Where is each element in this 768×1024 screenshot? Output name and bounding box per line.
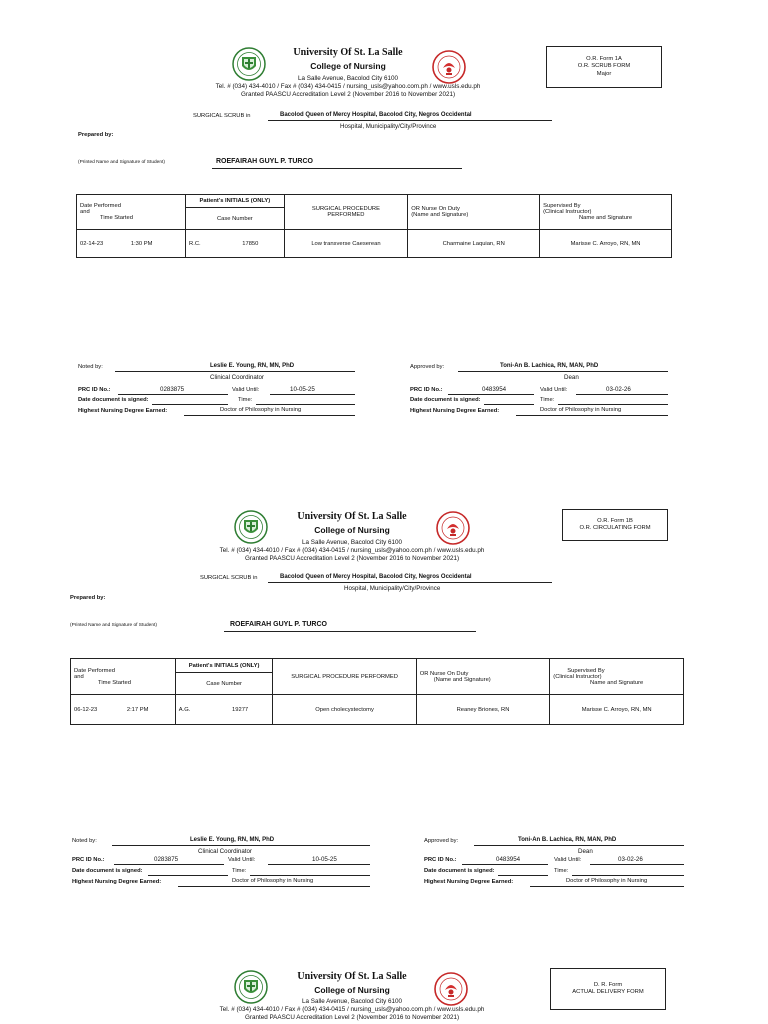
form-id-line2: ACTUAL DELIVERY FORM	[572, 989, 644, 995]
approved-time-label: Time:	[554, 868, 569, 874]
noted-by-title: Clinical Coordinator	[198, 848, 252, 855]
student-name-underline	[212, 168, 462, 169]
noted-valid-label: Valid Until:	[232, 387, 260, 393]
form-id-line2: O.R. CIRCULATING FORM	[579, 525, 651, 531]
noted-prc-value: 0283875	[154, 856, 179, 863]
noted-by-title: Clinical Coordinator	[210, 374, 264, 381]
form-id-line1: O.R. Form 1A	[586, 55, 622, 62]
university-name: University Of St. La Salle	[297, 511, 407, 522]
approved-prc-value: 0483954	[482, 386, 507, 393]
hospital-caption: Hospital, Municipality/City/Province	[340, 123, 437, 130]
procedure-header: SURGICAL PROCEDURE PERFORMED	[284, 195, 408, 230]
contact-line: Tel. # (034) 434-4010 / Fax # (034) 434-0415 / nursing_usls@yahoo.com.ph / www.usls.edu.ph	[219, 1006, 485, 1013]
patient-initials-header: Patient's INITIALS (ONLY)	[175, 659, 273, 673]
table-row	[77, 230, 672, 258]
approved-prc-value: 0483954	[496, 856, 521, 863]
accreditation-line: Granted PAASCU Accreditation Level 2 (November 2016 to November 2021)	[240, 91, 456, 98]
approved-prc-label: PRC ID No.:	[410, 387, 443, 393]
approved-by-label: Approved by:	[424, 838, 459, 844]
noted-degree-value: Doctor of Philosophy in Nursing	[220, 407, 302, 413]
approved-prc-label: PRC ID No.:	[424, 857, 457, 863]
approved-by-title: Dean	[564, 374, 579, 381]
approved-date-signed-label: Date document is signed:	[410, 397, 481, 403]
supervisor-header: Supervised By (Clinical Instructor) Name and Signature	[550, 659, 684, 695]
printed-name-caption: (Printed Name and Signature of Student)	[70, 623, 157, 628]
procedure-cell: Open cholecystectomy	[273, 695, 416, 725]
form-id-line1: D. R. Form	[593, 981, 623, 988]
noted-valid-label: Valid Until:	[228, 857, 256, 863]
noted-time-label: Time:	[232, 868, 247, 874]
form-id-box	[550, 968, 666, 1010]
procedure-table	[70, 658, 684, 725]
hospital-name: Bacolod Queen of Mercy Hospital, Bacolod City, Negros Occidental	[280, 112, 472, 118]
approved-valid-value: 03-02-26	[606, 386, 631, 393]
noted-valid-value: 10-05-25	[290, 386, 315, 393]
patient-initials-header: Patient's INITIALS (ONLY)	[186, 195, 285, 208]
prepared-by-label: Prepared by:	[70, 595, 106, 601]
noted-by-underline	[115, 371, 355, 372]
approved-by-name: Toni-An B. Lachica, RN, MAN, PhD	[500, 363, 599, 369]
hospital-caption: Hospital, Municipality/City/Province	[344, 585, 441, 592]
date-time-header: Date Performed and Time Started	[77, 195, 186, 230]
or-nurse-header: OR Nurse On Duty (Name and Signature)	[408, 195, 540, 230]
approved-valid-label: Valid Until:	[540, 387, 568, 393]
patient-cell: R.C. 17850	[186, 230, 285, 258]
case-number-header: Case Number	[175, 673, 273, 695]
noted-by-label: Noted by:	[72, 838, 97, 844]
supervisor-header: Supervised By (Clinical Instructor) Name and Signature	[540, 195, 672, 230]
noted-degree-value: Doctor of Philosophy in Nursing	[232, 878, 314, 884]
approved-by-label: Approved by:	[410, 364, 445, 370]
date-time-header: Date Performed and Time Started	[71, 659, 176, 695]
or-nurse-cell: Charmaine Laquian, RN	[408, 230, 540, 258]
hospital-underline	[268, 120, 552, 121]
student-name: ROEFAIRAH GUYL P. TURCO	[216, 158, 313, 165]
approved-degree-label: Highest Nursing Degree Earned:	[424, 879, 514, 885]
form-id-line2: O.R. SCRUB FORM	[577, 63, 631, 70]
contact-line: Tel. # (034) 434-4010 / Fax # (034) 434-0415 / nursing_usls@yahoo.com.ph / www.usls.edu.ph	[215, 83, 481, 90]
surgical-scrub-label: SURGICAL SCRUB in	[200, 575, 258, 581]
noted-prc-label: PRC ID No.:	[72, 857, 105, 863]
surgical-scrub-label: SURGICAL SCRUB in	[193, 113, 251, 119]
procedure-table	[76, 194, 672, 258]
noted-valid-value: 10-05-25	[312, 856, 337, 863]
supervisor-cell: Marisse C. Arroyo, RN, MN	[550, 695, 684, 725]
noted-by-name: Leslie E. Young, RN, MN, PhD	[210, 363, 295, 369]
approved-by-title: Dean	[578, 848, 593, 855]
procedure-header: SURGICAL PROCEDURE PERFORMED	[273, 659, 416, 695]
approved-valid-label: Valid Until:	[554, 857, 582, 863]
noted-degree-label: Highest Nursing Degree Earned:	[78, 408, 168, 414]
printed-name-caption: (Printed Name and Signature of Student)	[78, 160, 165, 165]
case-number-header: Case Number	[186, 208, 285, 230]
approved-time-label: Time:	[540, 397, 555, 403]
noted-prc-label: PRC ID No.:	[78, 387, 111, 393]
address: La Salle Avenue, Bacolod City 6100	[301, 998, 402, 1005]
approved-degree-value: Doctor of Philosophy in Nursing	[566, 878, 648, 884]
noted-date-signed-label: Date document is signed:	[72, 868, 143, 874]
noted-date-signed-label: Date document is signed:	[78, 397, 149, 403]
noted-degree-label: Highest Nursing Degree Earned:	[72, 879, 162, 885]
university-name: University Of St. La Salle	[293, 47, 403, 58]
form-id-line3: Major	[596, 70, 612, 77]
prepared-by-label: Prepared by:	[78, 132, 114, 138]
approved-degree-label: Highest Nursing Degree Earned:	[410, 408, 500, 414]
table-row	[71, 695, 684, 725]
form-id-box	[562, 509, 668, 541]
accreditation-line: Granted PAASCU Accreditation Level 2 (November 2016 to November 2021)	[244, 1014, 460, 1021]
form-id-box	[546, 46, 662, 88]
accreditation-line: Granted PAASCU Accreditation Level 2 (November 2016 to November 2021)	[244, 555, 460, 562]
contact-line: Tel. # (034) 434-4010 / Fax # (034) 434-0415 / nursing_usls@yahoo.com.ph / www.usls.edu.ph	[219, 547, 485, 554]
approved-by-name: Toni-An B. Lachica, RN, MAN, PhD	[518, 837, 617, 843]
or-nurse-cell: Reaney Briones, RN	[416, 695, 550, 725]
date-time-cell: 02-14-23 1:30 PM	[77, 230, 186, 258]
hospital-name: Bacolod Queen of Mercy Hospital, Bacolod City, Negros Occidental	[280, 574, 472, 580]
approved-degree-value: Doctor of Philosophy in Nursing	[540, 407, 622, 413]
or-nurse-header: OR Nurse On Duty (Name and Signature)	[416, 659, 550, 695]
university-name: University Of St. La Salle	[297, 971, 407, 982]
college-name: College of Nursing	[314, 525, 390, 535]
procedure-cell: Low transverse Caeserean	[284, 230, 408, 258]
noted-by-name: Leslie E. Young, RN, MN, PhD	[190, 837, 275, 843]
form-id-line1: O.R. Form 1B	[597, 517, 633, 524]
approved-date-signed-label: Date document is signed:	[424, 868, 495, 874]
college-name: College of Nursing	[310, 61, 386, 71]
address: La Salle Avenue, Bacolod City 6100	[301, 539, 402, 546]
college-name: College of Nursing	[314, 985, 390, 995]
date-time-cell: 06-12-23 2:17 PM	[71, 695, 176, 725]
student-name: ROEFAIRAH GUYL P. TURCO	[230, 621, 327, 628]
approved-valid-value: 03-02-26	[618, 856, 643, 863]
noted-prc-value: 0283875	[160, 386, 185, 393]
address: La Salle Avenue, Bacolod City 6100	[297, 75, 398, 82]
supervisor-cell: Marisse C. Arroyo, RN, MN	[540, 230, 672, 258]
noted-time-label: Time:	[238, 397, 253, 403]
noted-by-label: Noted by:	[78, 364, 103, 370]
patient-cell: A.G. 19277	[175, 695, 273, 725]
